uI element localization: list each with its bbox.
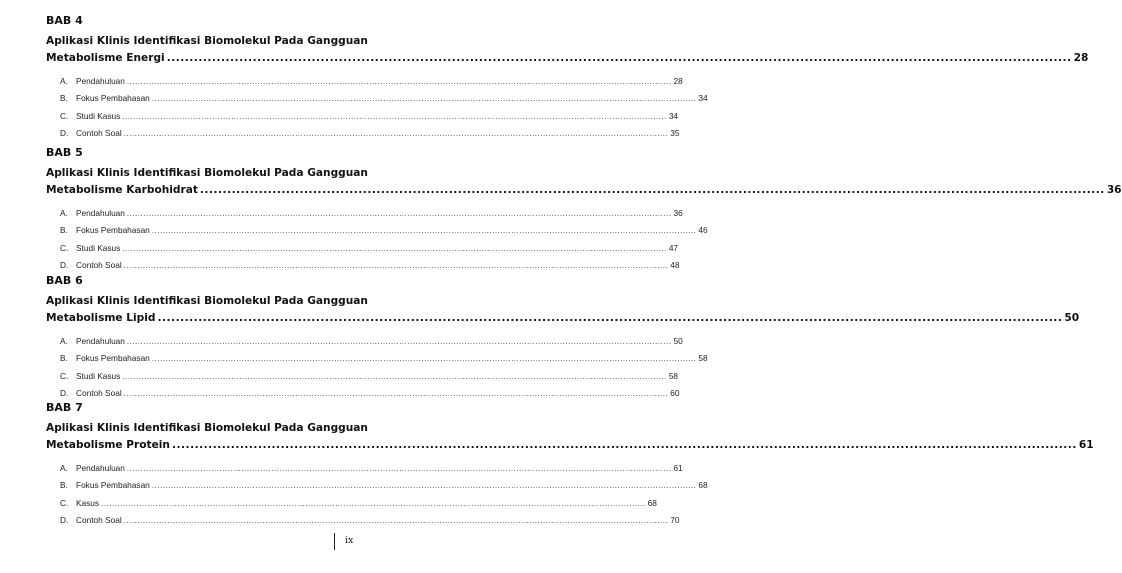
toc-entry[interactable] bbox=[46, 125, 680, 142]
entry-label: Contoh Soal bbox=[76, 387, 122, 398]
entry-label: Studi Kasus bbox=[76, 242, 121, 253]
entry-label: Pendahuluan bbox=[76, 336, 125, 346]
chapter-label: BAB 6 bbox=[46, 274, 83, 287]
chapter-title[interactable] bbox=[46, 165, 1122, 199]
entry-letter: B. bbox=[60, 480, 68, 491]
entry-label: Fokus Pembahasan bbox=[76, 93, 150, 104]
dot-leader: ........................................................................................................................................................................................................ bbox=[126, 464, 672, 473]
entry-letter: D. bbox=[60, 387, 69, 398]
entry-label: Pendahuluan bbox=[76, 463, 125, 473]
section-list bbox=[46, 205, 708, 274]
toc-entry[interactable] bbox=[46, 477, 708, 494]
toc-chapter-7 bbox=[46, 401, 1094, 529]
toc-chapter-4 bbox=[46, 14, 1089, 142]
entry-page-number: 36 bbox=[673, 208, 683, 218]
chapter-page-number: 36 bbox=[1106, 184, 1122, 196]
section-list bbox=[46, 73, 708, 142]
dot-leader: ........................................................................................................................................................................................................ bbox=[123, 260, 669, 270]
toc-entry[interactable] bbox=[46, 90, 708, 107]
entry-page-number: 58 bbox=[698, 353, 708, 364]
chapter-title-line-2 bbox=[46, 310, 1080, 327]
entry-letter: C. bbox=[60, 242, 69, 253]
toc-entry[interactable] bbox=[46, 257, 680, 274]
entry-label: Contoh Soal bbox=[76, 259, 122, 270]
toc-entry[interactable] bbox=[46, 368, 679, 385]
dot-leader: ........................................................................................................................................................................................................ bbox=[122, 243, 667, 253]
section-list bbox=[46, 460, 708, 529]
chapter-title[interactable] bbox=[46, 33, 1089, 67]
dot-leader: ........................................................................................................................................................................................................ bbox=[126, 209, 672, 218]
dot-leader: ........................................................................................................................................................................................................ bbox=[166, 52, 1072, 64]
entry-page-number: 61 bbox=[673, 463, 683, 473]
entry-page-number: 28 bbox=[673, 76, 683, 86]
toc-entry[interactable] bbox=[46, 222, 708, 239]
chapter-label: BAB 5 bbox=[46, 146, 83, 159]
entry-letter: C. bbox=[60, 370, 69, 381]
entry-page-number: 34 bbox=[698, 93, 708, 104]
page-number: ix bbox=[345, 535, 354, 546]
entry-page-number: 46 bbox=[698, 225, 708, 236]
entry-label: Kasus bbox=[76, 497, 100, 508]
chapter-title-text: Metabolisme Lipid bbox=[46, 312, 156, 324]
entry-label: Contoh Soal bbox=[76, 514, 122, 525]
chapter-label: BAB 4 bbox=[46, 14, 83, 27]
toc-entry[interactable] bbox=[46, 385, 680, 402]
toc-entry[interactable] bbox=[46, 495, 657, 512]
dot-leader: ........................................................................................................................................................................................................ bbox=[123, 515, 669, 525]
dot-leader: ........................................................................................................................................................................................................ bbox=[123, 388, 669, 398]
chapter-title-line-1: Aplikasi Klinis Identifikasi Biomolekul Pada Gangguan bbox=[46, 35, 368, 47]
chapter-title-text: Metabolisme Protein bbox=[46, 439, 170, 451]
entry-letter: D. bbox=[60, 259, 69, 270]
chapter-title[interactable] bbox=[46, 293, 1080, 327]
dot-leader: ........................................................................................................................................................................................................ bbox=[199, 184, 1105, 196]
entry-label: Fokus Pembahasan bbox=[76, 353, 150, 364]
chapter-title-line-2 bbox=[46, 182, 1122, 199]
chapter-title-text: Metabolisme Energi bbox=[46, 52, 165, 64]
toc-entry[interactable] bbox=[46, 205, 683, 222]
section-list bbox=[46, 333, 708, 402]
dot-leader: ........................................................................................................................................................................................................ bbox=[122, 371, 667, 381]
chapter-page-number: 61 bbox=[1078, 439, 1094, 451]
entry-letter: A. bbox=[60, 463, 68, 473]
dot-leader: ........................................................................................................................................................................................................ bbox=[126, 77, 672, 86]
entry-letter: D. bbox=[60, 127, 69, 138]
entry-letter: D. bbox=[60, 514, 69, 525]
entry-letter: B. bbox=[60, 225, 68, 236]
footer-rule bbox=[334, 533, 335, 550]
entry-label: Studi Kasus bbox=[76, 370, 121, 381]
dot-leader: ........................................................................................................................................................................................................ bbox=[151, 226, 697, 236]
toc-entry[interactable] bbox=[46, 240, 679, 257]
entry-label: Fokus Pembahasan bbox=[76, 480, 150, 491]
chapter-title[interactable] bbox=[46, 420, 1094, 454]
dot-leader: ........................................................................................................................................................................................................ bbox=[101, 498, 646, 508]
toc-chapter-6 bbox=[46, 274, 1080, 402]
entry-label: Contoh Soal bbox=[76, 127, 122, 138]
entry-page-number: 47 bbox=[668, 242, 679, 253]
entry-page-number: 58 bbox=[668, 370, 679, 381]
chapter-title-line-1: Aplikasi Klinis Identifikasi Biomolekul Pada Gangguan bbox=[46, 422, 368, 434]
entry-page-number: 68 bbox=[647, 497, 657, 508]
dot-leader: ........................................................................................................................................................................................................ bbox=[151, 481, 697, 491]
chapter-title-line-1: Aplikasi Klinis Identifikasi Biomolekul Pada Gangguan bbox=[46, 295, 368, 307]
toc-entry[interactable] bbox=[46, 108, 679, 125]
entry-label: Studi Kasus bbox=[76, 110, 121, 121]
toc-entry[interactable] bbox=[46, 350, 708, 367]
entry-page-number: 50 bbox=[673, 336, 683, 346]
chapter-page-number: 50 bbox=[1064, 312, 1080, 324]
entry-letter: C. bbox=[60, 497, 69, 508]
entry-label: Pendahuluan bbox=[76, 76, 125, 86]
entry-letter: A. bbox=[60, 336, 68, 346]
dot-leader: ........................................................................................................................................................................................................ bbox=[151, 354, 697, 364]
entry-page-number: 34 bbox=[668, 110, 679, 121]
toc-entry[interactable] bbox=[46, 73, 683, 90]
chapter-title-text: Metabolisme Karbohidrat bbox=[46, 184, 198, 196]
entry-letter: A. bbox=[60, 208, 68, 218]
entry-label: Pendahuluan bbox=[76, 208, 125, 218]
dot-leader: ........................................................................................................................................................................................................ bbox=[123, 128, 669, 138]
chapter-page-number: 28 bbox=[1073, 52, 1089, 64]
chapter-title-line-2 bbox=[46, 50, 1089, 67]
toc-entry[interactable] bbox=[46, 333, 683, 350]
entry-page-number: 68 bbox=[698, 480, 708, 491]
entry-letter: B. bbox=[60, 93, 68, 104]
entry-page-number: 48 bbox=[670, 259, 680, 270]
entry-letter: A. bbox=[60, 76, 68, 86]
entry-page-number: 70 bbox=[670, 514, 680, 525]
entry-page-number: 60 bbox=[670, 387, 680, 398]
toc-chapter-5 bbox=[46, 146, 1122, 274]
chapter-title-line-2 bbox=[46, 437, 1094, 454]
dot-leader: ........................................................................................................................................................................................................ bbox=[171, 439, 1077, 451]
entry-letter: C. bbox=[60, 110, 69, 121]
toc-entry[interactable] bbox=[46, 512, 680, 529]
entry-label: Fokus Pembahasan bbox=[76, 225, 150, 236]
dot-leader: ........................................................................................................................................................................................................ bbox=[126, 337, 672, 346]
toc-entry[interactable] bbox=[46, 460, 683, 477]
dot-leader: ........................................................................................................................................................................................................ bbox=[157, 312, 1063, 324]
entry-page-number: 35 bbox=[670, 127, 680, 138]
entry-letter: B. bbox=[60, 353, 68, 364]
chapter-label: BAB 7 bbox=[46, 401, 83, 414]
chapter-title-line-1: Aplikasi Klinis Identifikasi Biomolekul Pada Gangguan bbox=[46, 167, 368, 179]
dot-leader: ........................................................................................................................................................................................................ bbox=[151, 94, 697, 104]
dot-leader: ........................................................................................................................................................................................................ bbox=[122, 111, 667, 121]
